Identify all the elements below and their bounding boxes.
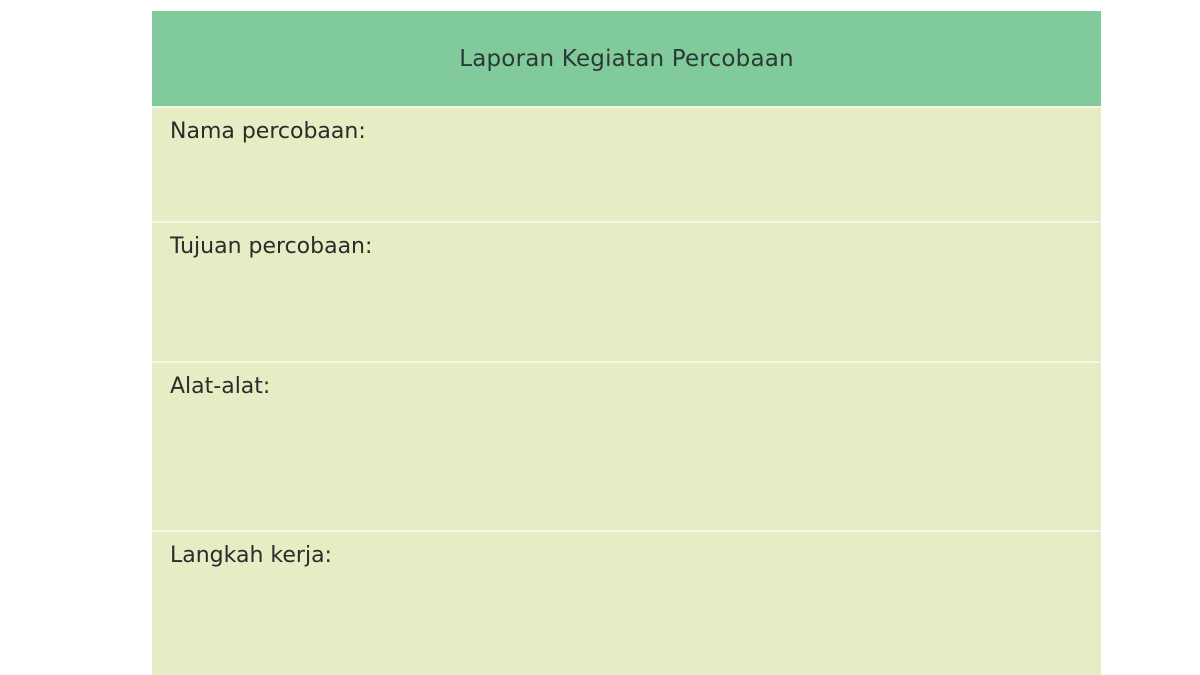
work-steps-label: Langkah kerja:	[170, 543, 332, 568]
experiment-name-label: Nama percobaan:	[170, 119, 366, 144]
form-row-experiment-name[interactable]	[152, 106, 1101, 221]
form-row-work-steps[interactable]	[152, 530, 1101, 675]
form-row-tools[interactable]	[152, 361, 1101, 530]
experiment-goal-label: Tujuan percobaan:	[170, 234, 373, 259]
report-header	[152, 11, 1101, 106]
form-row-experiment-goal[interactable]	[152, 221, 1101, 361]
tools-label: Alat-alat:	[170, 374, 271, 399]
experiment-report-form	[152, 11, 1101, 675]
report-title: Laporan Kegiatan Percobaan	[459, 45, 794, 72]
